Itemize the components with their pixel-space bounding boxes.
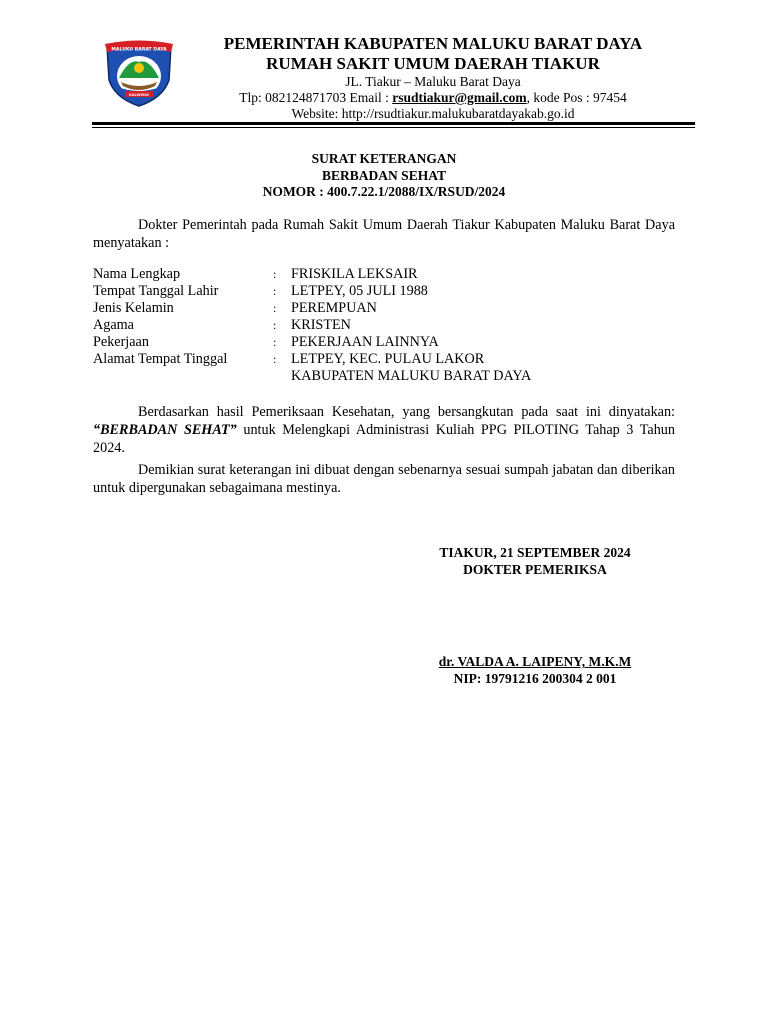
field-colon: :: [273, 301, 277, 315]
intro-paragraph: Dokter Pemerintah pada Rumah Sakit Umum Daerah Tiakur Kabupaten Maluku Barat Daya menyatakan :: [93, 217, 675, 251]
government-name: PEMERINTAH KABUPATEN MALUKU BARAT DAYA: [223, 34, 643, 53]
letter-number: NOMOR : 400.7.22.1/2088/IX/RSUD/2024: [262, 184, 506, 199]
place-date: TIAKUR, 21 SEPTEMBER 2024: [439, 545, 631, 560]
letter-title: SURAT KETERANGAN: [311, 151, 457, 166]
field-colon: :: [273, 284, 277, 298]
field-colon: :: [273, 352, 277, 366]
letter-subtitle: BERBADAN SEHAT: [322, 167, 446, 183]
field-colon: :: [273, 267, 277, 281]
letter-title-block: [92, 151, 676, 201]
field-label: Tempat Tanggal Lahir: [93, 283, 219, 299]
field-value: FRISKILA LEKSAIR: [291, 266, 418, 282]
field-row-address-continued: [93, 368, 675, 385]
letterhead-thick-rule: [92, 122, 695, 125]
field-value: PEREMPUAN: [291, 300, 377, 316]
field-row-address: [93, 351, 675, 368]
field-value: LETPEY, KEC. PULAU LAKOR: [291, 351, 485, 367]
email-link[interactable]: rsudtiakur@gmail.com: [392, 90, 527, 105]
letterhead-thin-rule: [92, 127, 695, 128]
field-row-gender: [93, 300, 675, 317]
website-text: Website: http://rsudtiakur.malukubaratdayakab.go.id: [291, 106, 575, 121]
signer-name: dr. VALDA A. LAIPENY, M.K.M: [438, 654, 632, 669]
signer-role: DOKTER PEMERIKSA: [463, 561, 607, 577]
field-value: KABUPATEN MALUKU BARAT DAYA: [291, 368, 532, 384]
result-text-after: untuk Melengkapi Administrasi Kuliah PPG PILOTING Tahap 3 Tahun 2024.: [93, 422, 675, 456]
result-paragraph: [93, 403, 675, 457]
field-label: Jenis Kelamin: [93, 300, 174, 316]
field-colon: :: [273, 318, 277, 332]
signer-block: [400, 654, 670, 687]
identity-fields: [93, 266, 675, 385]
field-value: PEKERJAAN LAINNYA: [291, 334, 439, 350]
logo-bottom-text: KALWEDO: [128, 92, 150, 97]
field-row-religion: [93, 317, 675, 334]
field-label: Pekerjaan: [93, 334, 149, 350]
field-label: Agama: [93, 317, 134, 333]
field-label: Nama Lengkap: [93, 266, 181, 282]
hospital-name: RUMAH SAKIT UMUM DAERAH TIAKUR: [266, 54, 600, 73]
regency-emblem-logo: [103, 38, 175, 108]
result-text-before: Berdasarkan hasil Pemeriksaan Kesehatan, yang bersangkutan pada saat ini dinyatakan:: [138, 404, 675, 420]
field-row-occupation: [93, 334, 675, 351]
health-status: “BERBADAN SEHAT”: [93, 422, 237, 438]
hospital-address: JL. Tiakur – Maluku Barat Daya: [345, 74, 521, 89]
field-row-name: [93, 266, 675, 283]
postal-code-text: , kode Pos : 97454: [526, 90, 627, 105]
logo-top-text: MALUKU BARAT DAYA: [111, 47, 167, 53]
field-value: KRISTEN: [291, 317, 351, 333]
signature-header: [400, 545, 670, 578]
phone-text: Tlp: 082124871703 Email :: [239, 90, 393, 105]
letterhead: [180, 34, 686, 122]
field-label: Alamat Tempat Tinggal: [93, 351, 228, 367]
field-row-birth: [93, 283, 675, 300]
closing-paragraph: Demikian surat keterangan ini dibuat dengan sebenarnya sesuai sumpah jabatan dan diberikan untuk dipergunakan sebagaimana mestinya.: [93, 462, 675, 496]
field-value: LETPEY, 05 JULI 1988: [291, 283, 428, 299]
field-colon: :: [273, 335, 277, 349]
signer-nip: NIP: 19791216 200304 2 001: [453, 670, 617, 686]
contact-line: [180, 90, 686, 106]
